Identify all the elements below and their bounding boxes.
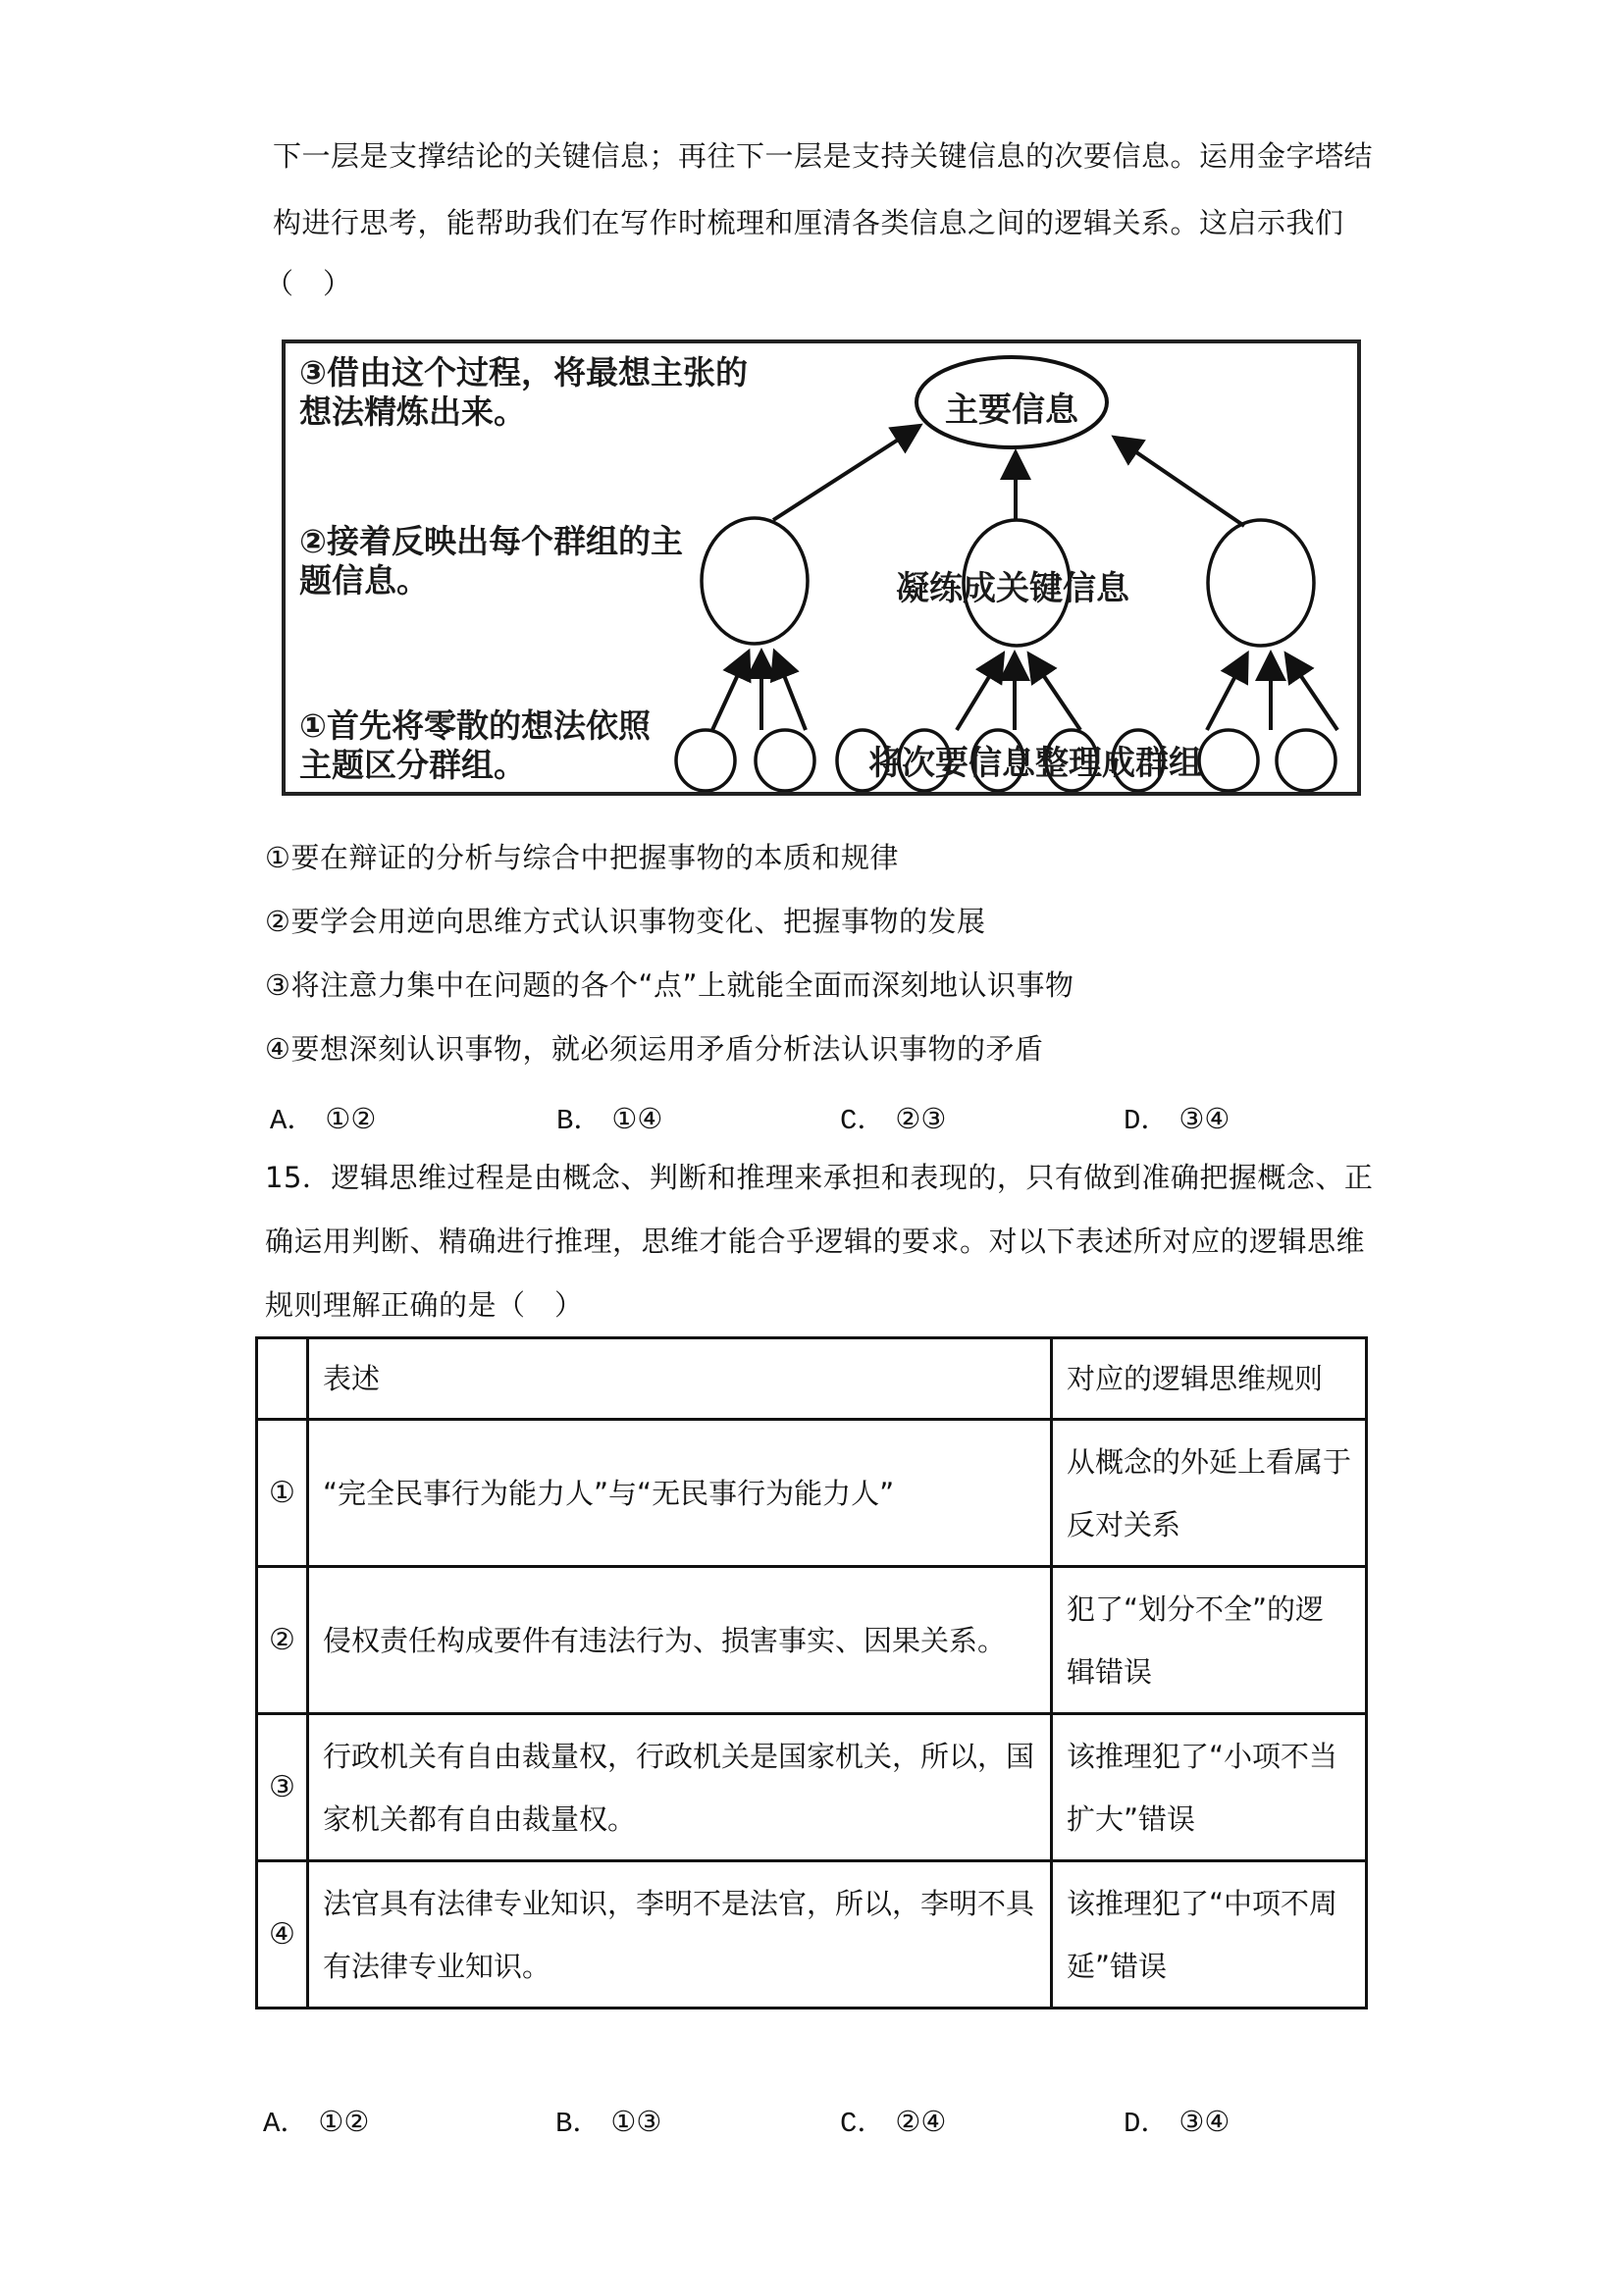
arrow-right-to-top	[1118, 440, 1244, 526]
row-statement: 行政机关有自由裁量权，行政机关是国家机关，所以，国家机关都有自由裁量权。	[308, 1714, 1052, 1861]
option-letter: D．	[1124, 2108, 1170, 2140]
option-letter: C．	[840, 2108, 886, 2140]
intro-line-1: 下一层是支撑结论的关键信息；再往下一层是支持关键信息的次要信息。运用金字塔结	[273, 139, 1374, 173]
top-node-label: 主要信息	[945, 391, 1078, 430]
q14-option-a[interactable]	[270, 1099, 376, 1141]
option-value: ①④	[611, 1102, 663, 1135]
option-letter: B．	[556, 1105, 602, 1137]
q14-options	[0, 1099, 1623, 1138]
step-2-line-1: ②接着反映出每个群组的主	[299, 522, 683, 560]
arrow-b3-m1	[776, 655, 806, 730]
option-value: ①②	[318, 2105, 370, 2138]
step-2-line-2: 题信息。	[299, 561, 429, 600]
option-letter: A．	[270, 1105, 316, 1137]
q15-stem-line-2: 确运用判断、精确进行推理，思维才能合乎逻辑的要求。对以下表述所对应的逻辑思维	[265, 1225, 1366, 1258]
step-2-label	[299, 522, 683, 600]
bottom-node-9	[1277, 730, 1335, 791]
step-3-line-1: ③借由这个过程，将最想主张的	[299, 353, 748, 391]
option-letter: B．	[555, 2108, 602, 2140]
q15-option-a[interactable]	[263, 2102, 369, 2144]
row-statement: “完全民事行为能力人”与“无民事行为能力人”	[308, 1420, 1052, 1567]
row-num: ③	[257, 1714, 308, 1861]
step-1-line-2: 主题区分群组。	[299, 746, 526, 784]
arrow-b4-m2	[957, 657, 1001, 730]
step-3-line-2: 想法精炼出来。	[299, 392, 526, 431]
bottom-caption: 将次要信息整理成群组	[868, 744, 1202, 783]
middle-node-right	[1208, 520, 1314, 646]
row-rule: 该推理犯了“中项不周延”错误	[1052, 1861, 1367, 2009]
q14-statement-4: ④要想深刻认识事物，就必须运用矛盾分析法认识事物的矛盾	[265, 1032, 1044, 1066]
row-statement: 侵权责任构成要件有违法行为、损害事实、因果关系。	[308, 1567, 1052, 1714]
step-3-label	[299, 353, 748, 432]
q15-stem-line-3: 规则理解正确的是（ ）	[265, 1288, 584, 1322]
table-row	[257, 1420, 1367, 1567]
intro-line-2: 构进行思考，能帮助我们在写作时梳理和厘清各类信息之间的逻辑关系。这启示我们	[273, 206, 1344, 239]
arrow-b1-m1	[712, 655, 747, 730]
step-1-label	[299, 706, 651, 785]
q14-option-b[interactable]	[556, 1099, 662, 1141]
option-letter: A．	[263, 2108, 309, 2140]
option-value: ①③	[610, 2105, 662, 2138]
row-num: ②	[257, 1567, 308, 1714]
q15-option-c[interactable]	[840, 2102, 946, 2144]
option-value: ①②	[325, 1102, 377, 1135]
bottom-node-1	[676, 730, 735, 791]
q15-stem-line-1: 15．逻辑思维过程是由概念、判断和推理来承担和表现的，只有做到准确把握概念、正	[265, 1161, 1374, 1194]
step-1-line-1: ①首先将零散的想法依照	[299, 706, 651, 745]
pyramid-diagram	[282, 339, 1361, 796]
table-header-row	[257, 1338, 1367, 1420]
header-num	[257, 1338, 308, 1420]
q14-statement-2: ②要学会用逆向思维方式认识事物变化、把握事物的发展	[265, 905, 986, 938]
q15-option-b[interactable]	[555, 2102, 661, 2144]
q14-statement-1: ①要在辩证的分析与综合中把握事物的本质和规律	[265, 841, 899, 874]
option-letter: C．	[840, 1105, 886, 1137]
option-value: ③④	[1178, 2105, 1230, 2138]
bottom-node-8	[1199, 730, 1258, 791]
middle-caption: 凝练成关键信息	[896, 569, 1129, 608]
option-letter: D．	[1124, 1105, 1170, 1137]
header-statement: 表述	[308, 1338, 1052, 1420]
arrow-b7-m3	[1207, 657, 1245, 730]
row-rule: 该推理犯了“小项不当扩大”错误	[1052, 1714, 1367, 1861]
q14-option-c[interactable]	[840, 1099, 946, 1141]
arrow-b6-m2	[1031, 657, 1080, 730]
q15-table	[255, 1336, 1368, 2009]
row-rule: 从概念的外延上看属于反对关系	[1052, 1420, 1367, 1567]
table-row	[257, 1714, 1367, 1861]
row-num: ①	[257, 1420, 308, 1567]
table-row	[257, 1861, 1367, 2009]
arrow-left-to-top	[773, 428, 916, 520]
option-value: ②③	[895, 1102, 947, 1135]
q14-statement-3: ③将注意力集中在问题的各个“点”上就能全面而深刻地认识事物	[265, 968, 1074, 1002]
header-rule: 对应的逻辑思维规则	[1052, 1338, 1367, 1420]
middle-node-left	[702, 518, 808, 644]
q15-options	[0, 2102, 1623, 2141]
row-rule: 犯了“划分不全”的逻辑错误	[1052, 1567, 1367, 1714]
arrow-b9-m3	[1288, 657, 1337, 730]
q14-option-d[interactable]	[1124, 1099, 1230, 1141]
q15-option-d[interactable]	[1124, 2102, 1230, 2144]
bottom-node-2	[756, 730, 814, 791]
intro-line-3: （ ）	[265, 267, 352, 300]
row-num: ④	[257, 1861, 308, 2009]
option-value: ③④	[1178, 1102, 1230, 1135]
table-row	[257, 1567, 1367, 1714]
row-statement: 法官具有法律专业知识，李明不是法官，所以，李明不具有法律专业知识。	[308, 1861, 1052, 2009]
option-value: ②④	[895, 2105, 947, 2138]
